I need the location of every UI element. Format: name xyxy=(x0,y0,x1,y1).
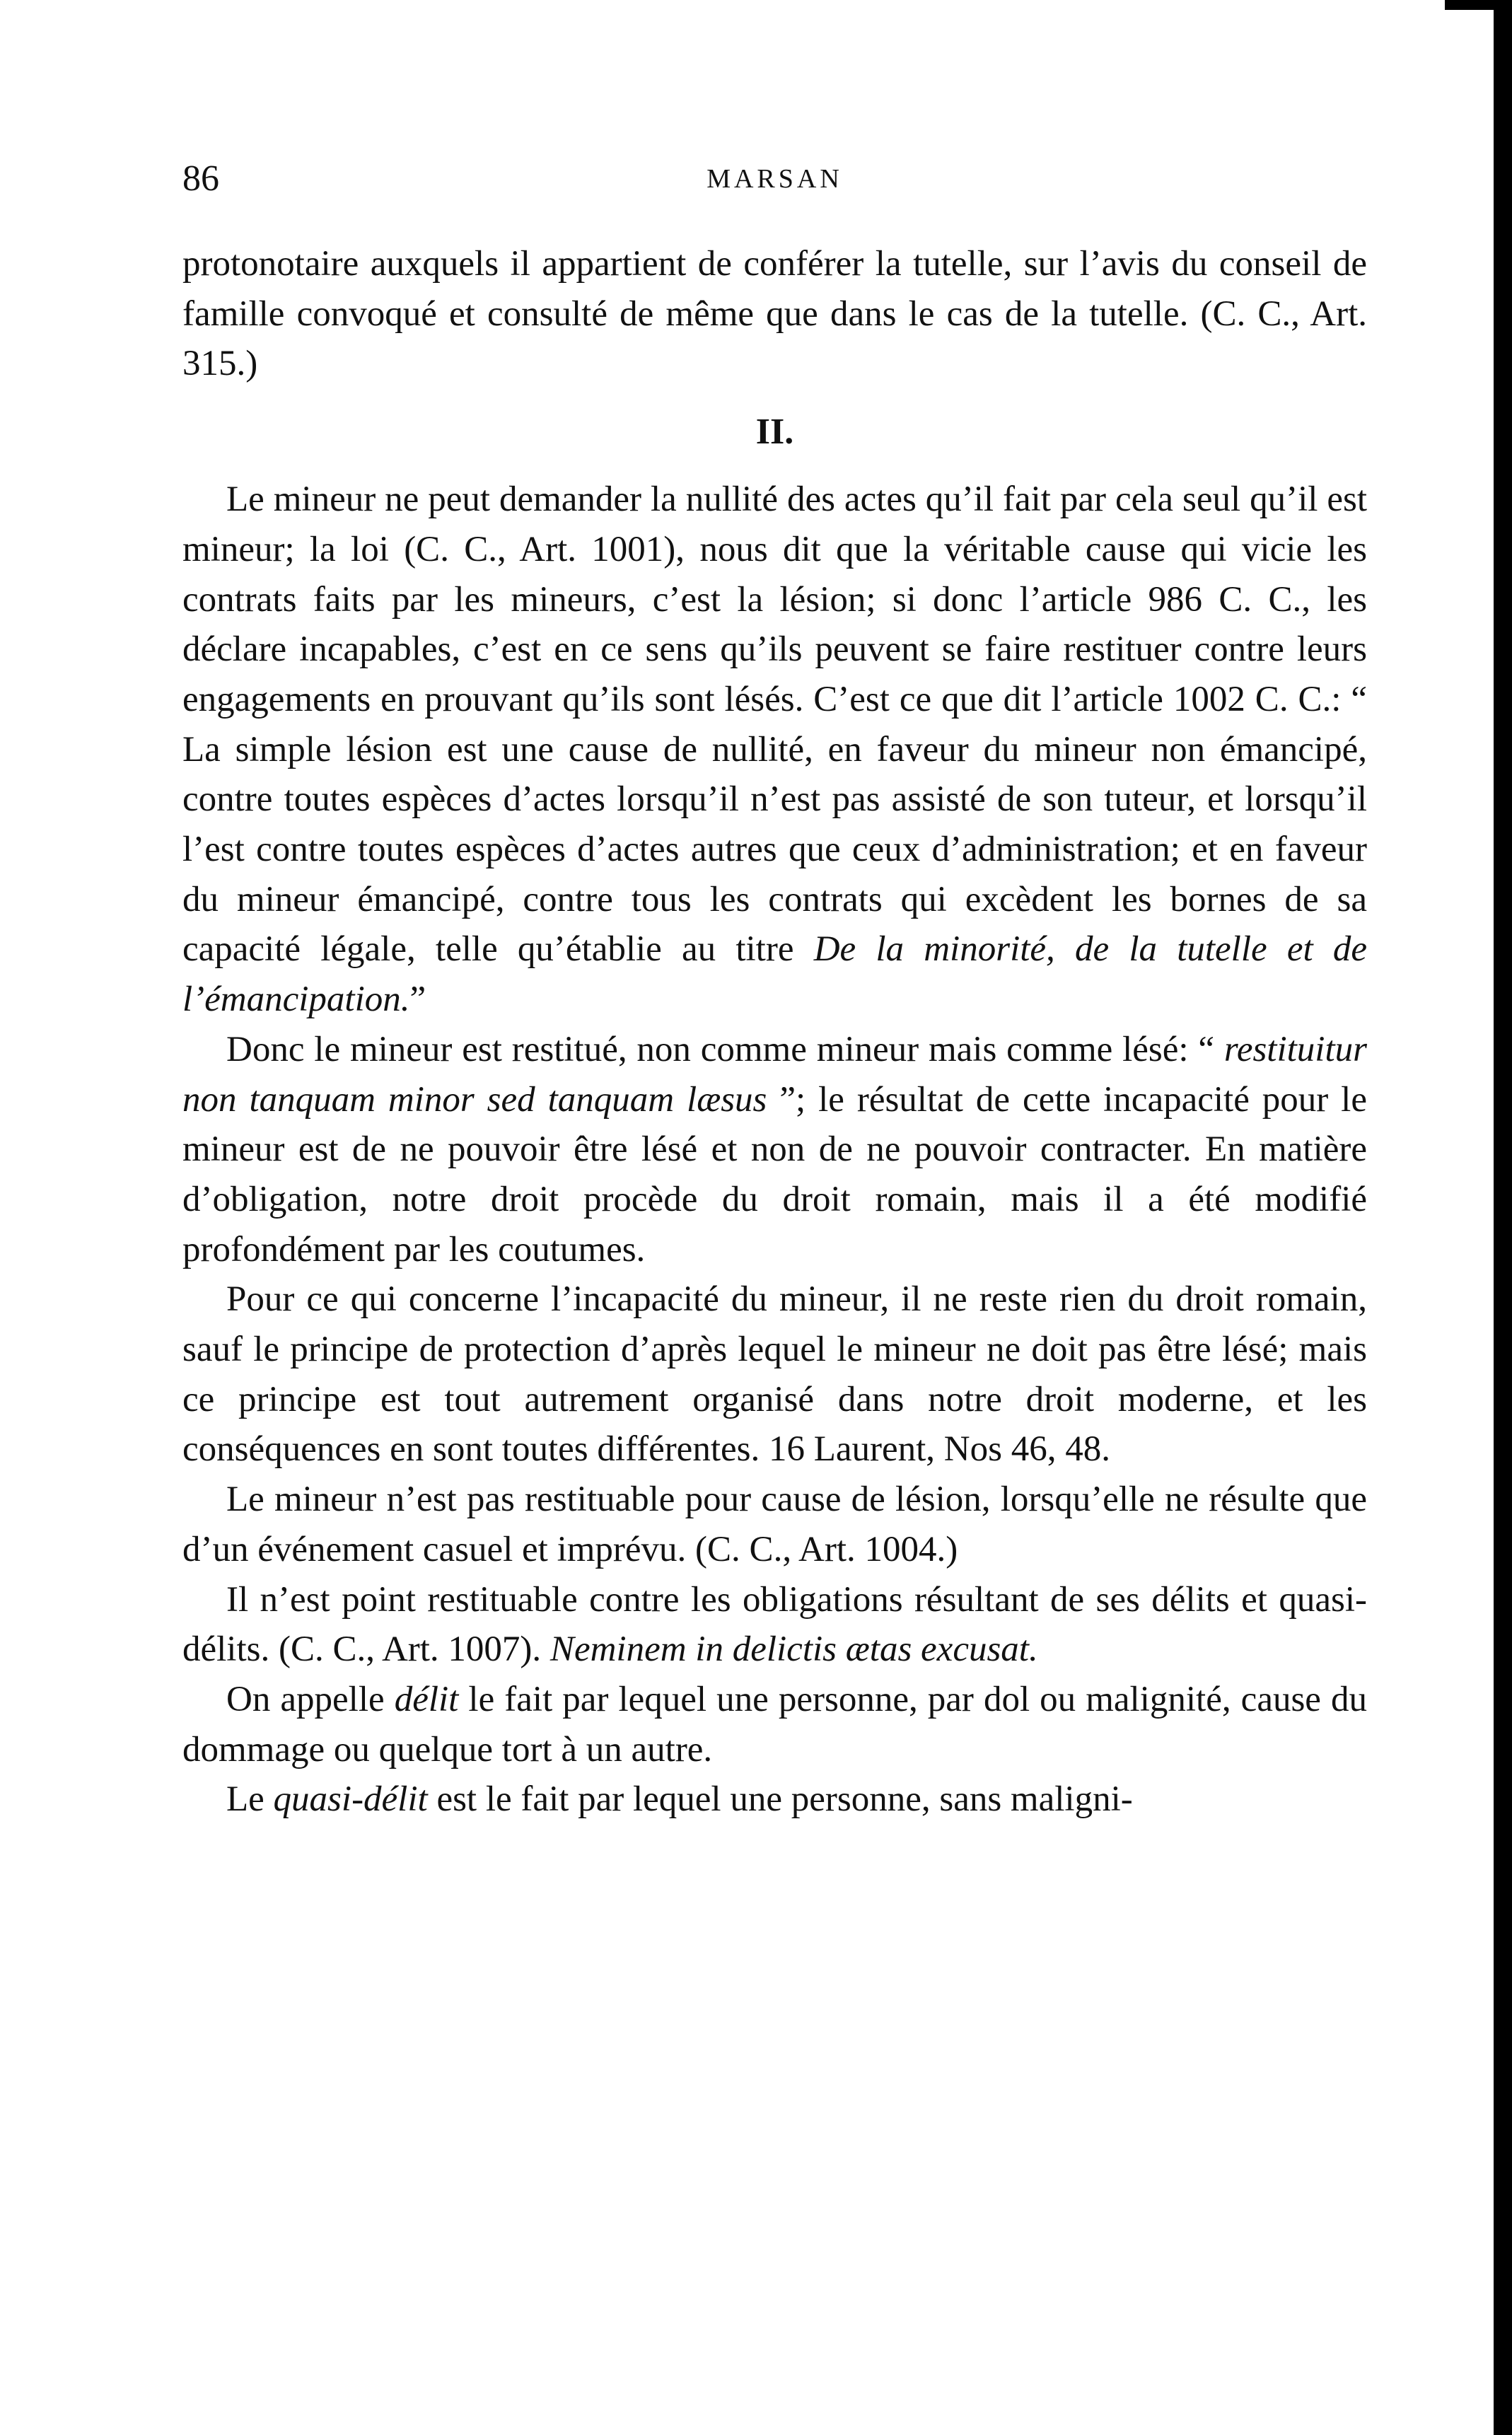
closing-quote: ” xyxy=(409,980,426,1020)
running-head: MARSAN xyxy=(706,164,843,194)
page-edge-bar xyxy=(1494,0,1512,2435)
section-heading: II. xyxy=(755,412,794,453)
paragraph-text: protonotaire auxquels il appartient de conférer la tutelle, sur l’avis du conseil de famille convoqué et consulté de même que dans le cas de la tutelle. (C. C., Art. 315.) xyxy=(182,244,1367,384)
paragraph xyxy=(182,1025,1367,1275)
latin-maxim: Neminem in delictis ætas excusat. xyxy=(549,1629,1038,1670)
paragraph-text: Le mineur ne peut demander la nullité des actes qu’il fait par cela seul qu’il est mineur; la loi (C. C., Art. 1001), nous dit que la véritable cause qui vicie les contrats faits par les mineurs, c’est la lésion; si donc l’article 986 C. C., les déclare incapables, c’est en ce sens qu’ils peuvent se faire restituer contre leurs engagements en prouvant qu’ils sont lésés. C’est ce que dit l’article 1002 C. C.: “ La simple lésion est une cause de nullité, en faveur du mineur non émancipé, contre toutes espèces d’actes lorsqu’il n’est pas assisté de son tuteur, et lorsqu’il l’est contre toutes espèces d’actes autres que ceux d’administration; et en faveur du mineur émancipé, contre tous les contrats qui excèdent les bornes de sa capacité légale, telle qu’établie au titre xyxy=(182,480,1367,970)
paragraph xyxy=(182,1575,1367,1675)
page-header xyxy=(182,154,1367,204)
title-italic: De la minorité, de la tutelle et de l’émancipation. xyxy=(182,929,1368,1020)
term-italic: délit xyxy=(394,1679,459,1719)
paragraph-text: Donc le mineur est restitué, non comme mineur mais comme lésé: “ xyxy=(226,1029,1224,1069)
paragraph-text: ”; le résultat de cette incapacité pour le mineur est de ne pouvoir être lésé et non de ne pouvoir contracter. En matière d’obligation, notre droit procède du droit romain, mais il a été modifié profondément par les coutumes. xyxy=(182,1079,1367,1269)
page-edge-tab xyxy=(1445,0,1512,10)
paragraph-text: Il n’est point restituable contre les obligations résultant de ses délits et quasi-délits. (C. C., Art. 1007). xyxy=(182,1579,1367,1670)
paragraph-text: Pour ce qui concerne l’incapacité du mineur, il ne reste rien du droit romain, sauf le principe de protection d’après lequel le mineur ne doit pas être lésé; mais ce principe est tout autrement organisé dans notre droit moderne, et les conséquences en sont toutes différentes. 16 Laurent, Nos 46, 48. xyxy=(182,1279,1367,1470)
term-italic: quasi-délit xyxy=(273,1779,428,1820)
paragraph xyxy=(182,1274,1367,1475)
paragraph-text: Le mineur n’est pas restituable pour cause de lésion, lorsqu’elle ne résulte que d’un événement casuel et imprévu. (C. C., Art. 1004.) xyxy=(182,1480,1367,1569)
paragraph-continued xyxy=(182,239,1367,389)
paragraph-text: On appelle xyxy=(226,1679,395,1719)
latin-quote: restituitur non tanquam minor sed tanquam læsus xyxy=(182,1029,1367,1120)
page-number: 86 xyxy=(182,158,219,199)
paragraph xyxy=(182,1475,1367,1574)
paragraph-text: le fait par lequel une personne, par dol ou malignité, cause du dommage ou quelque tort à un autre. xyxy=(182,1679,1367,1769)
paragraph xyxy=(182,475,1367,1025)
paragraph xyxy=(182,1675,1367,1774)
paragraph-text: est le fait par lequel une personne, sans maligni- xyxy=(427,1779,1133,1820)
paragraph xyxy=(182,1774,1367,1825)
paragraph-text: Le xyxy=(226,1779,274,1820)
page-body xyxy=(182,239,1367,1825)
